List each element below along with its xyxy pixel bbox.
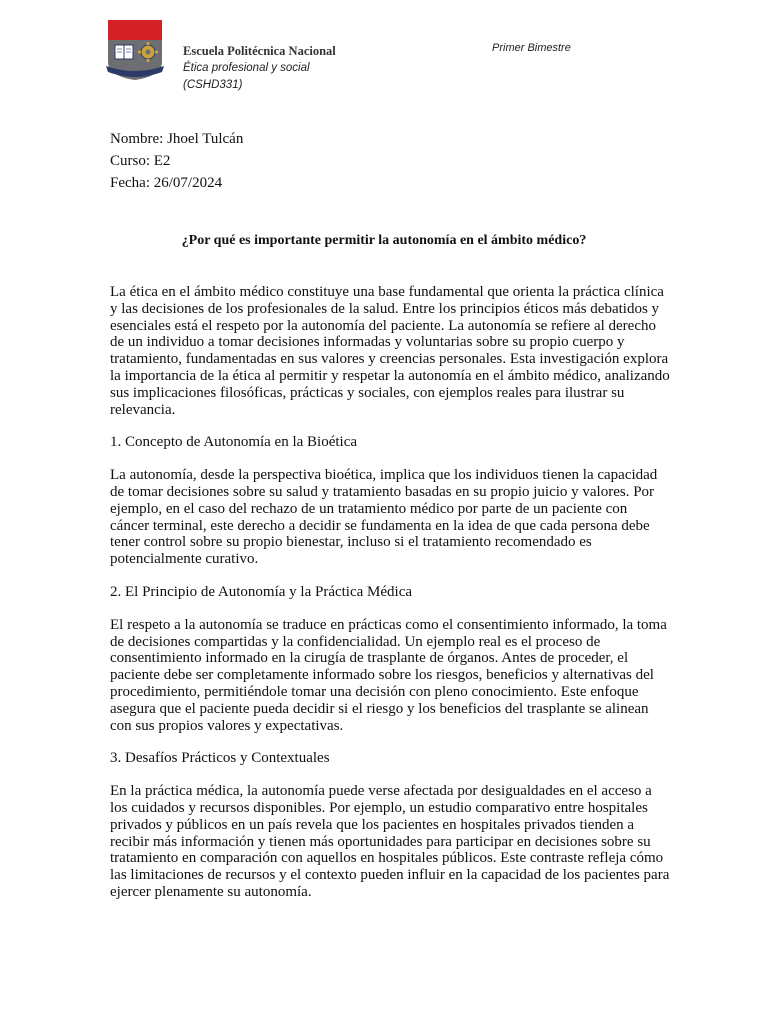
student-course: Curso: E2 — [110, 153, 171, 169]
semester-label: Primer Bimestre — [492, 42, 571, 54]
course-title: Ética profesional y social — [183, 62, 310, 74]
institution-block — [183, 43, 336, 94]
section-heading-1: 1. Concepto de Autonomía en la Bioética — [110, 434, 358, 451]
institution-logo — [106, 18, 164, 82]
submission-date: Fecha: 26/07/2024 — [110, 175, 223, 191]
shield-emblem-icon — [106, 18, 164, 82]
institution-name: Escuela Politécnica Nacional — [183, 44, 336, 58]
essay-body — [110, 284, 670, 917]
section-heading-2: 2. El Principio de Autonomía y la Práctica Médica — [110, 583, 413, 600]
section-paragraph-3: En la práctica médica, la autonomía puede verse afectada por desigualdades en el acceso a los cuidados y recursos disponibles. Por ejemplo, un estudio comparativo entre hospitales privados y públicos en un país revela que los pacientes en hospitales privados tienden a recibir más información y tienen más oportunidades para participar en decisiones sobre su tratamiento en comparación con aquellos en hospitales públicos. Este contraste refleja cómo las limitaciones de recursos y el contexto pueden influir en la capacidad de los pacientes para ejercer plenamente su autonomía. — [110, 783, 670, 900]
student-name: Nombre: Jhoel Tulcán — [110, 131, 244, 147]
course-code: (CSHD331) — [183, 79, 243, 91]
student-info — [110, 128, 243, 194]
section-paragraph-2: El respeto a la autonomía se traduce en prácticas como el consentimiento informado, la toma de decisiones compartidas y la confidencialidad. Un ejemplo real es el proceso de consentimiento informado en la cirugía de trasplante de órganos. Antes de proceder, el paciente debe ser completamente informado sobre los riesgos, beneficios y alternativas del procedimiento, permitiéndole tomar una decisión con pleno conocimiento. Este enfoque asegura que el paciente pueda decidir si el riesgo y los beneficios del trasplante se alinean con sus propios valores y expectativas. — [110, 616, 667, 734]
section-heading-3: 3. Desafíos Prácticos y Contextuales — [110, 750, 330, 767]
essay-question: ¿Por qué es importante permitir la autonomía en el ámbito médico? — [181, 233, 587, 248]
intro-paragraph: La ética en el ámbito médico constituye una base fundamental que orienta la práctica clínica y las decisiones de los profesionales de la salud. Entre los principios éticos más debatidos y esenciales está el respeto por la autonomía del paciente. La autonomía se refiere al derecho de un individuo a tomar decisiones informadas y voluntarias sobre su propio cuerpo y tratamiento, fundamentadas en sus valores y creencias personales. Esta investigación explora la importancia de la ética al permitir y respetar la autonomía en el ámbito médico, analizando sus implicaciones filosóficas, prácticas y sociales, con ejemplos reales para ilustrar su relevancia. — [110, 284, 670, 418]
section-paragraph-1: La autonomía, desde la perspectiva bioética, implica que los individuos tienen la capacidad de tomar decisiones sobre su salud y tratamiento basadas en su propio juicio y valores. Por ejemplo, en el caso del rechazo de un tratamiento médico por parte de un paciente con cáncer terminal, este derecho a decidir se fundamenta en la idea de que cada persona debe tener control sobre su propio bienestar, incluso si el tratamiento recomendado es potencialmente curativo. — [110, 467, 658, 568]
